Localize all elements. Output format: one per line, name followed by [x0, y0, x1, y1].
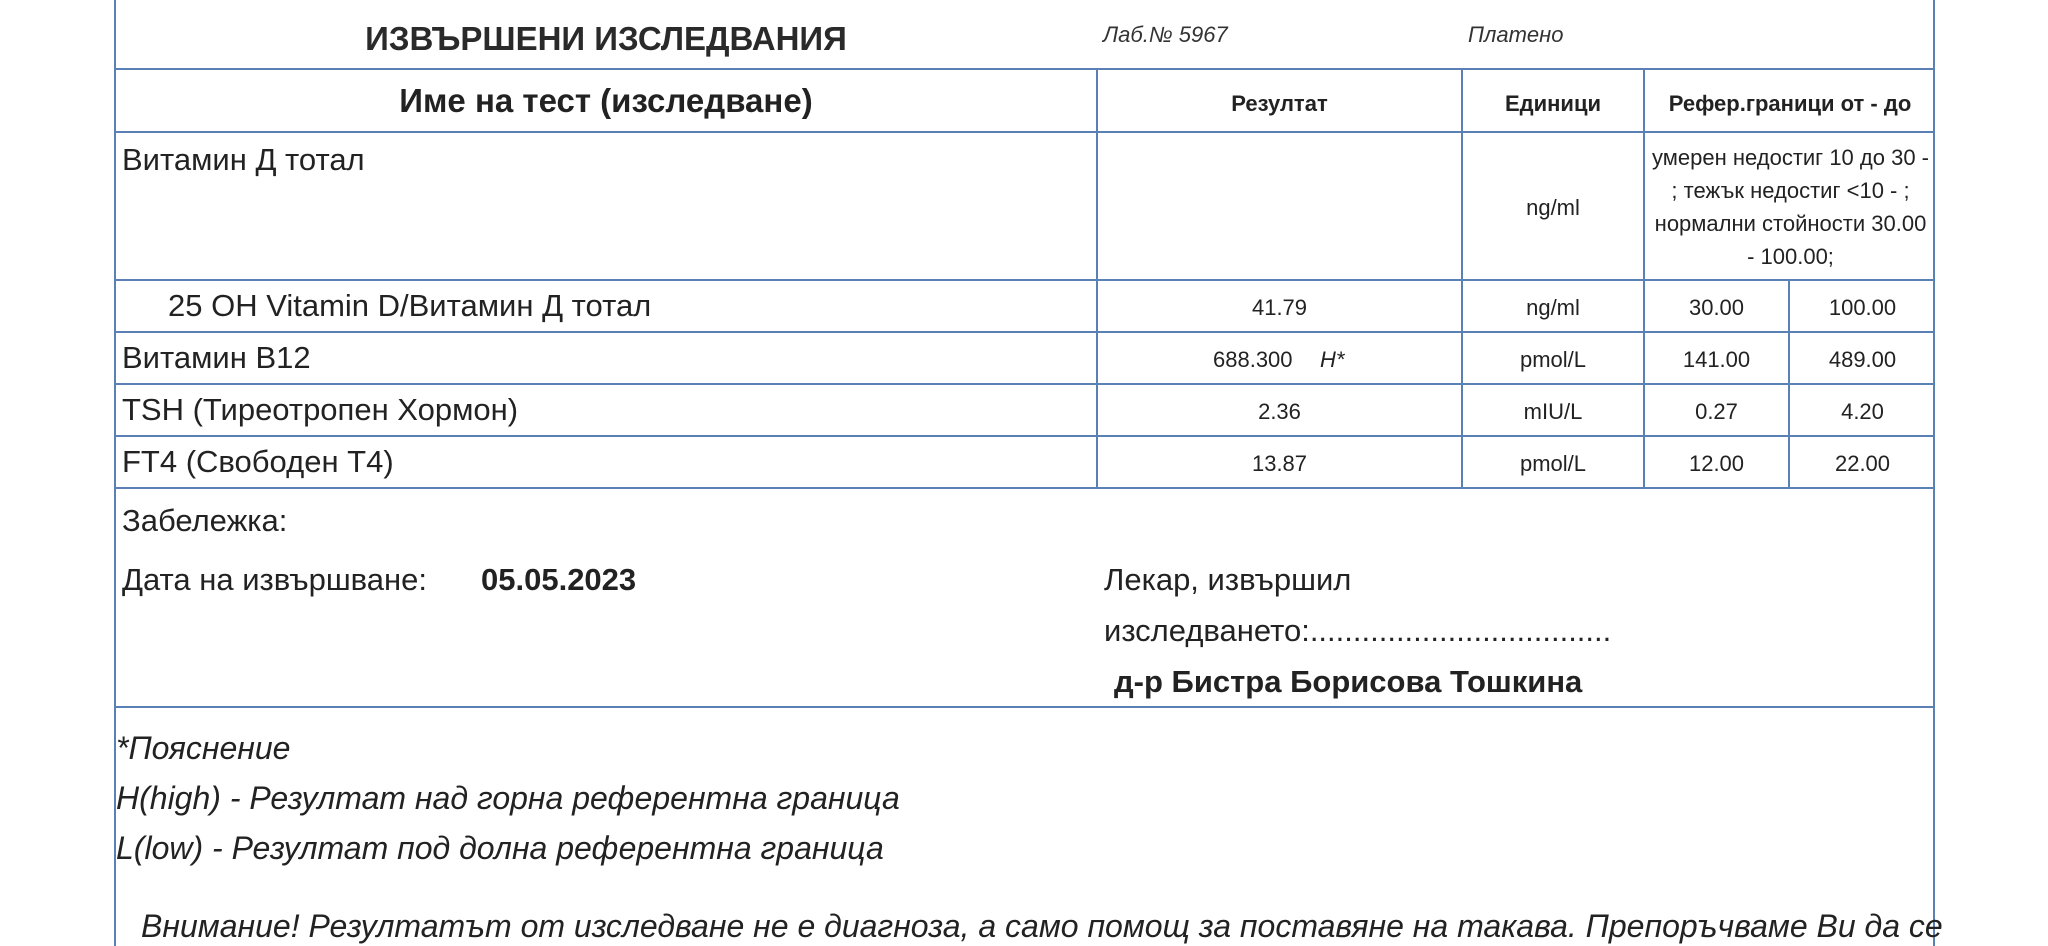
- test-units: ng/ml: [1526, 295, 1580, 320]
- test-units: pmol/L: [1519, 451, 1587, 476]
- payment-status: Платено: [1468, 22, 1564, 47]
- test-name: Витамин В12: [122, 340, 311, 375]
- ref-low: 12.00: [1688, 451, 1745, 476]
- test-result: 2.36: [1258, 399, 1301, 424]
- ref-high: 22.00: [1834, 451, 1891, 476]
- disclaimer: Внимание! Резултатът от изследване не е диагноза, а само помощ за поставяне на такава. Препоръчваме Ви да се: [141, 908, 1943, 944]
- ref-high: 100.00: [1828, 295, 1897, 320]
- divider: [114, 706, 1935, 708]
- divider: [114, 487, 1935, 489]
- test-name: TSH (Тиреотропен Хормон): [122, 392, 519, 427]
- ref-low: 30.00: [1688, 295, 1745, 320]
- ref-low: 141.00: [1682, 347, 1751, 372]
- test-name: 25 OH Vitamin D/Витамин Д тотал: [168, 288, 652, 323]
- ref-high: 4.20: [1841, 399, 1884, 424]
- test-result: 13.87: [1251, 451, 1308, 476]
- legend-low: L(low) - Резултат под долна референтна граница: [116, 830, 884, 866]
- doctor-name: д-р Бистра Борисова Тошкина: [1114, 664, 1583, 699]
- date-label: Дата на извършване:: [122, 562, 428, 597]
- doctor-label: Лекар, извършил: [1104, 562, 1352, 597]
- result-flag: H*: [1320, 347, 1345, 372]
- test-name: FT4 (Свободен Т4): [122, 444, 394, 479]
- test-result: 688.300: [1213, 347, 1293, 372]
- lab-number: Лаб.№ 5967: [1103, 22, 1228, 47]
- test-units: mIU/L: [1523, 399, 1583, 424]
- report-title: ИЗВЪРШЕНИ ИЗСЛЕДВАНИЯ: [365, 20, 847, 57]
- ref-high: 489.00: [1828, 347, 1897, 372]
- column-divider: [1096, 68, 1098, 489]
- date-value: 05.05.2023: [481, 562, 637, 597]
- column-header-result: Резултат: [1231, 91, 1328, 116]
- doctor-signature-line: изследването:...................................: [1104, 613, 1612, 648]
- legend-title: *Пояснение: [116, 730, 291, 766]
- column-divider: [1643, 68, 1645, 489]
- divider: [114, 131, 1935, 133]
- divider: [114, 279, 1935, 281]
- group-reference: умерен недостиг 10 до 30 - ; тежък недостиг <10 - ; нормални стойности 30.00 - 100.00;: [1652, 145, 1929, 269]
- column-header-units: Единици: [1504, 91, 1602, 116]
- column-header-name: Име на тест (изследване): [399, 82, 813, 119]
- test-result: 41.79: [1251, 295, 1308, 320]
- group-name: Витамин Д тотал: [122, 142, 365, 177]
- column-divider: [1461, 68, 1463, 489]
- legend-high: H(high) - Резултат над горна референтна граница: [116, 780, 900, 816]
- divider: [114, 331, 1935, 333]
- divider: [114, 383, 1935, 385]
- divider: [114, 435, 1935, 437]
- note-label: Забележка:: [122, 503, 288, 538]
- divider: [114, 68, 1935, 70]
- group-units: ng/ml: [1526, 195, 1580, 220]
- test-units: pmol/L: [1519, 347, 1587, 372]
- ref-low: 0.27: [1695, 399, 1738, 424]
- column-header-reference: Рефер.граници от - до: [1668, 91, 1912, 116]
